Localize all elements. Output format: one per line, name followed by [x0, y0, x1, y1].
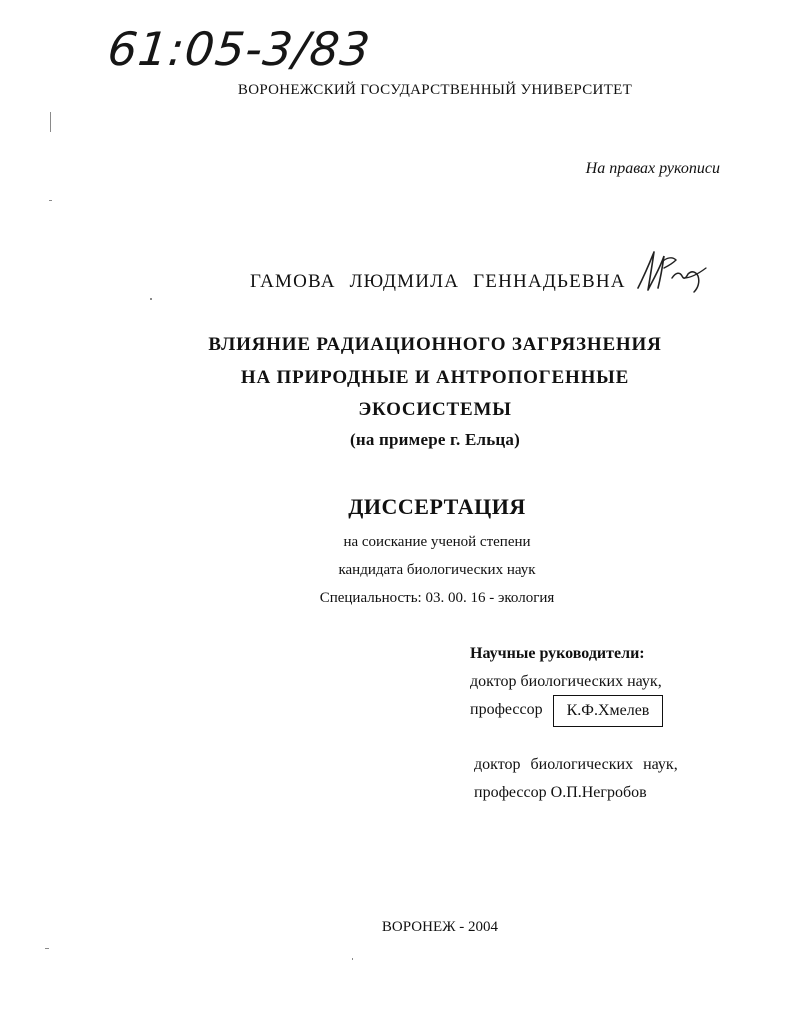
- scan-mark: [45, 948, 49, 949]
- title-line-3: ЭКОСИСТЕМЫ: [358, 399, 512, 420]
- handwritten-catalog-number: 61:05-3/83: [105, 22, 374, 76]
- signature-icon: [632, 248, 710, 296]
- author-name: ГАМОВА ЛЮДМИЛА ГЕННАДЬЕВНА: [250, 271, 626, 292]
- manuscript-rights-note: На правах рукописи: [585, 160, 720, 177]
- scan-mark: [150, 298, 152, 300]
- supervisor-1-name-box: К.Ф.Хмелев: [553, 695, 663, 727]
- supervisor-1-title: профессор: [470, 701, 543, 718]
- document-type: ДИССЕРТАЦИЯ: [348, 494, 526, 519]
- supervisors-heading: Научные руководители:: [470, 645, 645, 662]
- degree-line-2: кандидата биологических наук: [338, 562, 536, 578]
- title-subtitle: (на примере г. Ельца): [350, 430, 520, 449]
- title-line-2: НА ПРИРОДНЫЕ И АНТРОПОГЕННЫЕ: [240, 367, 630, 388]
- specialty-line: Специальность: 03. 00. 16 - экология: [319, 590, 555, 606]
- supervisor-2-title-name: профессор О.П.Негробов: [474, 784, 647, 801]
- scan-mark: [352, 958, 353, 960]
- city-year: ВОРОНЕЖ - 2004: [381, 919, 499, 935]
- degree-line-1: на соискание ученой степени: [343, 534, 531, 550]
- university-name: ВОРОНЕЖСКИЙ ГОСУДАРСТВЕННЫЙ УНИВЕРСИТЕТ: [237, 82, 633, 98]
- supervisor-2-degree: доктор биологических наук,: [474, 756, 678, 773]
- scan-mark: [50, 112, 51, 132]
- scan-mark: [49, 200, 52, 201]
- title-line-1: ВЛИЯНИЕ РАДИАЦИОННОГО ЗАГРЯЗНЕНИЯ: [208, 334, 662, 355]
- supervisor-1-degree: доктор биологических наук,: [470, 673, 662, 690]
